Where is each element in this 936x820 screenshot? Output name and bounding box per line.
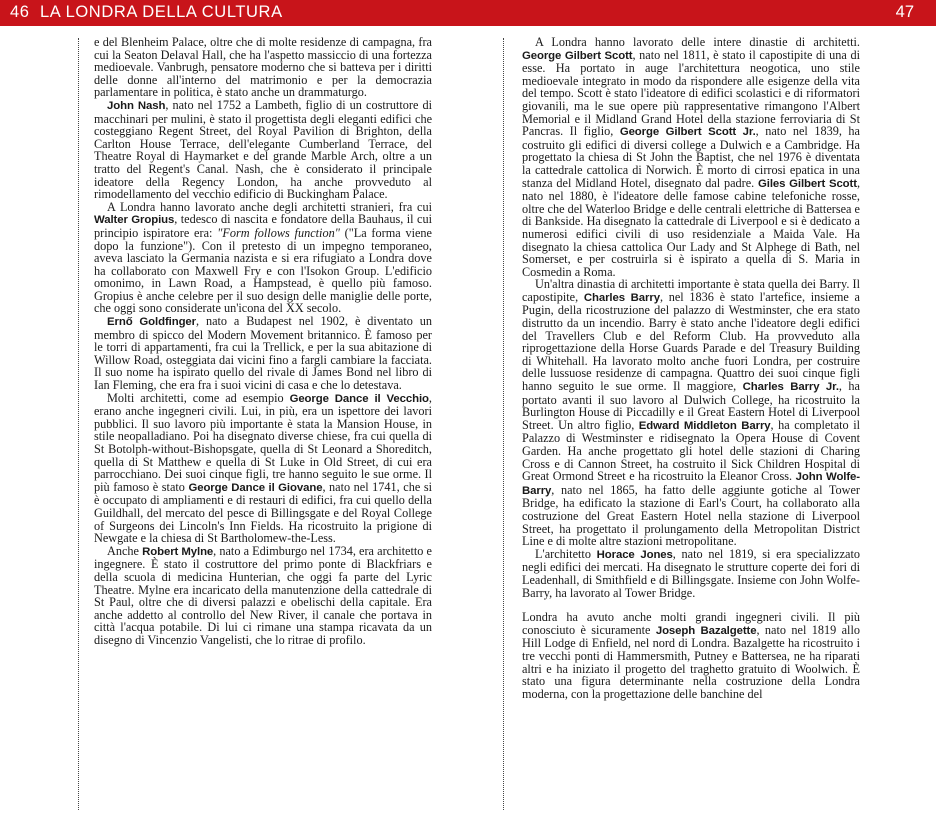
bold-name: George Gilbert Scott Jr. <box>619 126 756 139</box>
left-margin-dotted-rule <box>78 38 79 810</box>
left-page-number: 46 <box>10 3 30 21</box>
text-run: , nel 1836 è stato l'artefice, insieme a Pugin, della ricostruzione del palazzo di Westminster, che era stato distrutto da un incendio. Barry è stato anche l'ideatore degli edifici del Travellers Club e del Reform Club. Ha provveduto alla riprogettazione della Horse Guards Parade e del Treasury Building di Whitehall. Ha lavorato molto anche fuori Londra, per costruire delle lussuose residenze di campagna. Quattro dei suoi cinque figli hanno seguito le sue orme. Il maggiore, <box>522 289 860 394</box>
paragraph <box>94 315 432 392</box>
text-run: A Londra hanno lavorato anche degli architetti stranieri, fra cui <box>107 199 432 214</box>
text-run: , erano anche ingegneri civili. Lui, in più, era un ispettore dei lavori pubblici. Il suo lavoro più importante è stata la Mansion House, in stile neopalladiano. Poi ha disegnato diverse chiese, fra cui quella di St Botolph-without-Bishopsgate, quella di St Leonard a Shoreditch, quella di St Matthew e quella di St Luke in Old Street, di cui era parrocchiano. Dei suoi cinque figli, tre hanno seguito le sue orme. Il più famoso è stato <box>94 390 432 494</box>
paragraph <box>522 611 860 700</box>
text-run: , ha completato il Palazzo di Westminster e ridisegnato la Opera House di Covent Garden. Ha anche progettato gli hotel delle stazioni di Charing Cross e di Cannon Street, ha costruito il Sick Children Hospital di Great Ormond Street e ha ricostruito la Eleanor Cross. <box>522 417 860 484</box>
bold-name: Walter Gropius <box>94 214 175 227</box>
bold-name: Ernő Goldfinger <box>107 316 197 329</box>
text-run: , nato nel 1839, ha costruito gli edifici di diversi college a Dulwich e a Cambridge. Ha progettato la chiesa di St John the Baptist, che nel 1976 è diventata la cattedrale cattolica di Norwich. È morto di cirrosi epatica in una stanza del Midland Hotel, disegnato dal padre. <box>522 124 860 190</box>
left-page-header <box>10 3 283 22</box>
text-run: Molti architetti, come ad esempio <box>107 390 290 405</box>
text-run: , nato nel 1865, ha fatto delle aggiunte gotiche al Tower Bridge, ha edificato la stazione di Earl's Court, ha collaborato alla costruzione del Great Eastern Hotel nella stazione di Liverpool Street, ha progettato il prolungamento della Metropolitan District Line e di molte altre stazioni metropolitane. <box>522 482 860 549</box>
text-run: Un'altra dinastia di architetti importante è stata quella dei Barry. Il capostipite, <box>522 277 860 304</box>
left-text-column <box>94 36 432 647</box>
bold-name: George Gilbert Scott <box>522 49 633 62</box>
section-title: LA LONDRA DELLA CULTURA <box>39 3 283 21</box>
paragraph <box>94 392 432 545</box>
paragraph <box>522 278 860 547</box>
paragraph <box>522 36 860 278</box>
text-run: , nato a Budapest nel 1902, è diventato un membro di spicco del Modern Movement britannico. È famoso per le torri di appartamenti, fra cui la Trellick, e per la sua abitazione di Willow Road, osteggiata dai vicini fino a fargli cambiare la facciata. Il suo nome ha ispirato quello del rivale di James Bond nel libro di Ian Fleming, che era fra i suoi vicini di casa e che lo detestava. <box>94 314 432 393</box>
bold-name: Robert Mylne <box>142 545 214 558</box>
text-run: , nato nel 1819 allo Hill Lodge di Enfield, nel nord di Londra. Bazalgette ha ricostruito i tre vecchi ponti di Hammersmith, Putney e Battersea, ne ha riparati altri e ha iniziato il progetto del traghetto gratuito di Woolwich. È stato una figura determinante nella costruzione della Londra moderna, con la progettazione delle banchine del <box>522 622 860 701</box>
text-run: , nato a Edimburgo nel 1734, era architetto e ingegnere. È stato il costruttore del primo ponte di Blackfriars e della scuola di medicina Hunterian, che oggi fa parte del Lyric Theatre. Mylne era incaricato della manutenzione della cattedrale di St Paul, oltre che di diversi palazzi e obelischi della capitale. Era anche addetto al controllo del New River, il canale che portava in città l'acqua potabile. Di lui ci rimane una stampa ricavata da un disegno di Vincenzio Vangelisti, che lo ritrae di profilo. <box>94 543 432 647</box>
text-run: e del Blenheim Palace, oltre che di molte residenze di campagna, fra cui la Seaton Delaval Hall, che ha l'aspetto massiccio di una fortezza medioevale. Vanbrugh, pensatore moderno che si batteva per i diritti delle donne all'interno del matrimonio e per la democrazia parlamentare in politica, è stato anche un drammaturgo. <box>94 35 432 100</box>
bold-name: Charles Barry Jr. <box>742 381 839 394</box>
text-run: ("La forma viene dopo la funzione"). Con il pretesto di un impegno temporaneo, aveva lasciato la Germania nazista e si era rifugiato a Londra dove ha collaborato con Maxwell Fry e con l'Isokon Group. L'edificio omonimo, in Lawn Road, a Hampstead, è quello più famoso. Gropius è anche celebre per il suo design delle maniglie delle porte, che oggi sono considerate un'icona del XX secolo. <box>94 225 432 316</box>
bold-name: Joseph Bazalgette <box>655 624 757 637</box>
paragraph <box>522 548 860 599</box>
bold-name: Horace Jones <box>596 548 673 561</box>
page-header-bar <box>0 0 936 26</box>
paragraph <box>94 99 432 201</box>
right-text-column <box>522 36 860 700</box>
text-run: , nato nel 1880, è l'ideatore delle famose cabine telefoniche rosse, oltre che del Waterloo Bridge e delle centrali elettriche di Battersea e di Bankside. Ha disegnato la cattedrale di Liverpool e si è dedicato a numerosi edifici civili di uso residenziale a Maida Vale. Ha disegnato la chiesa cattolica Our Lady and St Alphege di Bath, nel Somerset, e per costruirla si è ispirato a quella di S. Maria in Cosmedin a Roma. <box>522 175 860 279</box>
right-page-number: 47 <box>895 3 914 21</box>
bold-name: John Wolfe-Barry <box>522 471 860 497</box>
paragraph <box>94 201 432 315</box>
paragraph <box>94 545 432 647</box>
text-run: A Londra hanno lavorato delle intere dinastie di architetti. <box>535 35 860 49</box>
text-run: , nato nel 1752 a Lambeth, figlio di un costruttore di macchinari per mulini, è stato il progettista degli eleganti edifici che costeggiano Regent Street, del Royal Pavilion di Brighton, della Carlton House Terrace, dell'elegante Cumberland Terrace, del Theatre Royal di Haymarket e del grande Marble Arch, oltre a un tratto del Regent's Canal. Nash, che è considerato il principale ideatore della Regency London, ha anche provveduto al rimodellamento del vecchio edificio di Buckingham Palace. <box>94 97 433 202</box>
text-run: , nato nel 1819, si era specializzato negli edifici dei mercati. Ha disegnato le strutture coperte dei fori di Leadenhall, di Smithfield e di Billingsgate. Insieme con John Wolfe-Barry, ha lavorato al Tower Bridge. <box>522 546 860 600</box>
italic-quote: "Form follows function" <box>217 225 340 240</box>
bold-name: Edward Middleton Barry <box>638 419 771 432</box>
bold-name: George Dance il Vecchio <box>289 392 429 405</box>
text-run: , ha portato avanti il suo lavoro al Dulwich College, ha ricostruito la Burlington House di Piccadilly e il Great Eastern Hotel di Liverpool Street. Un altro figlio, <box>522 379 860 432</box>
bold-name: John Nash <box>107 99 166 112</box>
bold-name: Charles Barry <box>583 291 660 304</box>
bold-name: George Dance il Giovane <box>188 481 323 494</box>
text-run: Anche <box>107 543 143 558</box>
center-dotted-rule <box>503 38 504 810</box>
text-run: , nato nel 1741, che si è occupato di ampliamenti e di restauri di edifici, fra cui quello della Guildhall, del mercato del pesce di Billingsgate e del Royal College of Surgeons dei Lincoln's Inn Fields. Ha ricostruito la prigione di Newgate e la chiesa di St Bartholomew-the-Less. <box>94 479 432 546</box>
text-run: , tedesco di nascita e fondatore della Bauhaus, il cui principio ispiratore era: <box>94 212 432 240</box>
paragraph <box>94 36 432 99</box>
bold-name: Giles Gilbert Scott <box>758 177 857 190</box>
text-run: , nato nel 1811, è stato il capostipite di una di esse. Ha portato in auge l'architettura neogotica, uno stile medioevale integrato in modo da rispondere alle esigenze della vita del tempo. Scott è stato l'ideatore di edifici scolastici e di riformatori giovanili, ma le sue opere più rappresentative rimangono l'Albert Memorial e il Midland Grand Hotel della stazione ferroviaria di St Pancras. Il figlio, <box>522 47 860 139</box>
text-run: Londra ha avuto anche molti grandi ingegneri civili. Il più conosciuto è sicuramente <box>522 610 860 637</box>
text-run: L'architetto <box>535 546 597 561</box>
